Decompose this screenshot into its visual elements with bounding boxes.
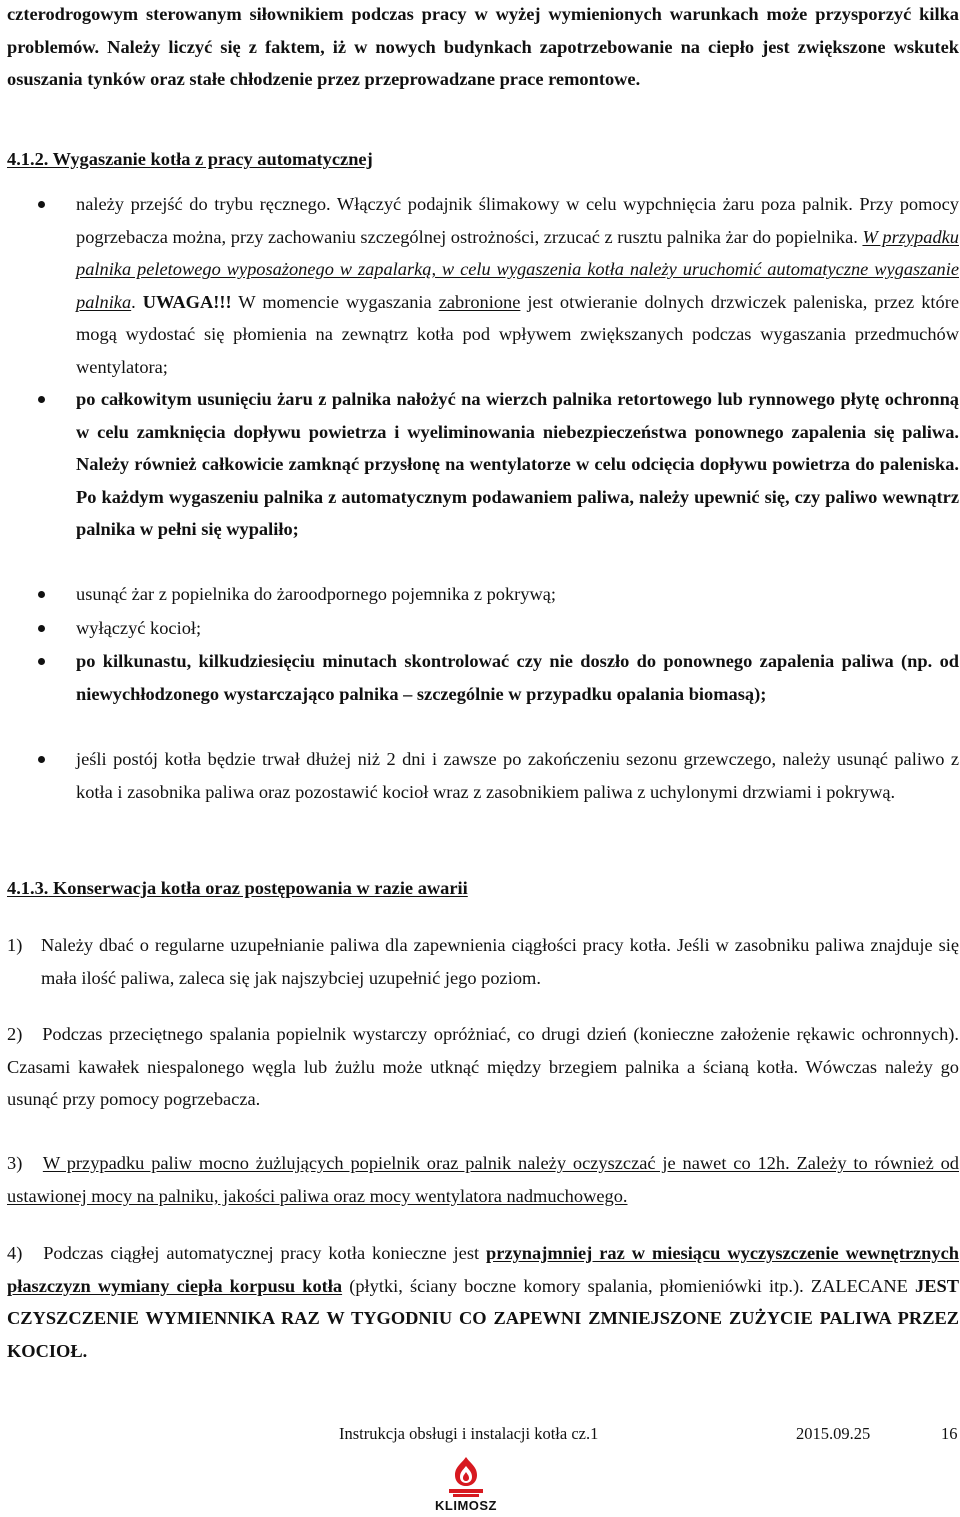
logo-text: KLIMOSZ: [435, 1498, 497, 1513]
item-text: W przypadku paliw mocno żużlujących popielnik oraz palnik należy oczyszczać je nawet co 12h. Zależy to również od ustawionej mocy na palniku, jakości paliwa oraz mocy wentylatora nadmuchowego.: [7, 1153, 959, 1206]
item-text: Podczas ciągłej automatycznej pracy kotła konieczne jest: [43, 1243, 487, 1263]
numbered-item: [7, 1237, 959, 1367]
bullet-text: usunąć żar z popielnika do żaroodpornego pojemnika z pokrywą;: [76, 584, 557, 604]
emphasis-caps-text: JEST CZYSZCZENIE WYMIENNIKA RAZ W TYGODNIU CO ZAPEWNI ZMNIEJSZONE ZUŻYCIE PALIWA PRZEZ KOCIOŁ.: [7, 1275, 959, 1361]
bullet-text: po całkowitym usunięciu żaru z palnika nałożyć na wierzch palnika retortowego lub rynnowego płytę ochronną w celu zamknięcia dopływu powietrza i wyeliminowania niebezpieczeństwa ponownego zapalenia się paliwa. Należy również całkowicie zamknąć przysłonę na wentylatorze w celu odcięcia dopływu powietrza do paleniska. Po każdym wygaszeniu palnika z automatycznym podawaniem paliwa, należy upewnić się, czy paliwo wewnątrz palnika w pełni się wypaliło;: [76, 389, 959, 539]
emphasis-text: przynajmniej raz w miesiącu wyczyszczenie wewnętrznych płaszczyzn wymiany ciepła korpusu kotła: [7, 1243, 959, 1296]
item-number: 4): [7, 1243, 23, 1263]
item-text: Należy dbać o regularne uzupełnianie paliwa dla zapewnienia ciągłości pracy kotła. Jeśli w zasobniku paliwa znajduje się mała ilość paliwa, zaleca się jak najszybciej uzupełnić jego poziom.: [41, 935, 959, 988]
item-text: (płytki, ściany boczne komory spalania, płomieniówki itp.). ZALECANE: [342, 1275, 916, 1296]
footer-date: 2015.09.25: [796, 1424, 871, 1443]
flame-logo-icon: [425, 1454, 507, 1498]
footer-title: Instrukcja obsługi i instalacji kotła cz.1: [339, 1424, 599, 1443]
item-number: 1): [7, 935, 23, 955]
section-heading-413: [7, 872, 468, 905]
page-number: 16: [941, 1424, 958, 1443]
bullet-icon: [38, 396, 45, 403]
section-title: Konserwacja kotła oraz postępowania w razie awarii: [53, 878, 468, 898]
bullet-text: wyłączyć kocioł;: [76, 618, 202, 638]
numbered-item: [7, 1147, 959, 1212]
item-number: 2): [7, 1024, 23, 1044]
bullet-text: po kilkunastu, kilkudziesięciu minutach skontrolować czy nie doszło do ponownego zapalenia paliwa (np. od niewychłodzonego wystarczająco palnika – szczególnie w przypadku opalania biomasą);: [76, 651, 959, 704]
bullet-icon: [38, 591, 45, 598]
bullet-icon: [38, 658, 45, 665]
numbered-item: [7, 1018, 959, 1116]
bullet-icon: [38, 201, 45, 208]
bullet-text-part: należy przejść do trybu ręcznego. Włączyć podajnik ślimakowy w celu wypchnięcia żaru poza palnik. Przy pomocy pogrzebacza można, przy zachowaniu szczególnej ostrożności, zrzucać z rusztu palnika żar do popielnika.: [76, 194, 959, 247]
item-text: Podczas przeciętnego spalania popielnik wystarczy opróżniać, co drugi dzień (konieczne założenie rękawic ochronnych). Czasami kawałek niespalonego węgla lub żużlu może utknąć między brzegiem palnika a ścianą kotła. Wówczas należy go usunąć przy pomocy pogrzebacza.: [7, 1024, 959, 1109]
bullet-icon: [38, 756, 45, 763]
bullet-text: jeśli postój kotła będzie trwał dłużej niż 2 dni i zawsze po zakończeniu sezonu grzewczego, należy usunąć paliwo z kotła i zasobnika paliwa oraz pozostawić kocioł wraz z zasobnikiem paliwa z uchylonymi drzwiami i pokrywą.: [76, 749, 959, 802]
bullet-icon: [38, 625, 45, 632]
underlined-word: zabronione: [438, 291, 521, 312]
italic-note: W przypadku palnika peletowego wyposażonego w zapalarką, w celu wygaszenia kotła należy uruchomić automatyczne wygaszanie palnika: [76, 226, 959, 312]
intro-paragraph: czterodrogowym sterowanym siłownikiem podczas pracy w wyżej wymienionych warunkach może przysporzyć kilka problemów. Należy liczyć się z faktem, iż w nowych budynkach zapotrzebowanie na ciepło jest zwiększone wskutek osuszania tynków oraz stałe chłodzenie przez przeprowadzane prace remontowe.: [7, 4, 959, 89]
section-number: 4.1.3.: [7, 878, 49, 898]
bullet-text-part: .: [131, 291, 143, 312]
bullet-text-part: jest otwieranie dolnych drzwiczek paleniska, przez które mogą wydostać się płomienia na zewnątrz kotła pod wpływem zwiększanych podczas wygaszania przedmuchów wentylatora;: [76, 291, 959, 377]
bullet-text: [76, 188, 959, 383]
warning-label: UWAGA!!!: [142, 291, 232, 312]
bullet-text-part: W momencie wygaszania: [231, 291, 439, 312]
section-heading-412: 4.1.2. Wygaszanie kotła z pracy automatycznej: [7, 149, 373, 169]
item-number: 3): [7, 1153, 23, 1173]
klimosz-logo: [425, 1454, 507, 1516]
page-footer: [0, 1422, 960, 1446]
